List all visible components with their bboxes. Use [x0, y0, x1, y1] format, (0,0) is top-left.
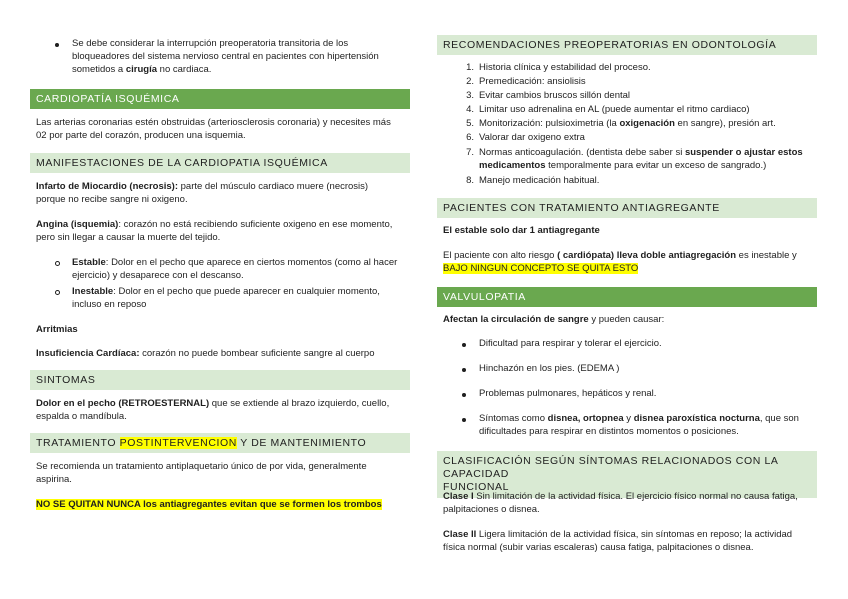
sintomas-header: SINTOMAS: [30, 370, 410, 390]
bullet-icon: [462, 343, 466, 347]
list-item: Normas anticoagulación. (dentista debe saber si suspender o ajustar estos medicamentos temporalmente para evitar un exceso de sangrado.): [479, 147, 803, 171]
list-item: Manejo medicación habitual.: [479, 175, 600, 186]
list-number: 8.: [466, 175, 474, 186]
sub-bullet-icon: [55, 261, 60, 266]
inestable-item: Inestable: Dolor en el pecho que puede aparecer en cualquier momento, incluso en reposo: [72, 286, 380, 310]
clase-1-text: Clase I Sin limitación de la actividad física. El ejercicio físico normal no causa fatiga, palpitaciones o disnea.: [443, 491, 798, 515]
list-item: Monitorización: pulsioximetria (la oxigenación en sangre), presión art.: [479, 118, 776, 129]
list-item: Premedicación: ansiolisis: [479, 76, 586, 87]
list-number: 1.: [466, 62, 474, 73]
bullet-icon: [462, 368, 466, 372]
infarto-text: Infarto de Miocardio (necrosis): parte del músculo cardiaco muere (necrosis) porque no recibe sangre ni oxigeno.: [36, 181, 369, 205]
valvulopatia-item: Dificultad para respirar y tolerar el ejercicio.: [479, 338, 662, 349]
angina-text: Angina (isquemia): corazón no está recibiendo suficiente oxigeno en ese momento, pero sin llegar a causar la muerte del tejido.: [36, 219, 393, 243]
list-item: Historia clínica y estabilidad del proceso.: [479, 62, 651, 73]
list-number: 7.: [466, 147, 474, 158]
antiagregante-text: El paciente con alto riesgo ( cardiópata) lleva doble antiagregación es inestable y BAJO NINGUN CONCEPTO SE QUITA ESTO: [443, 250, 797, 274]
list-number: 3.: [466, 90, 474, 101]
arritmias-text: Arritmias: [36, 324, 78, 335]
valvulopatia-item: Hinchazón en los pies. (EDEMA ): [479, 363, 620, 374]
recomendaciones-header: RECOMENDACIONES PREOPERATORIAS EN ODONTOLOGÍA: [437, 35, 817, 55]
list-item: Valorar dar oxigeno extra: [479, 132, 585, 143]
list-number: 5.: [466, 118, 474, 129]
tratamiento-text: Se recomienda un tratamiento antiplaquetario único de por vida, generalmente aspirina.: [36, 461, 367, 485]
bullet-icon: [462, 393, 466, 397]
list-item: Limitar uso adrenalina en AL (puede aumentar el ritmo cardiaco): [479, 104, 750, 115]
bullet-icon: [55, 43, 59, 47]
cardiopatia-header: CARDIOPATÍA ISQUÉMICA: [30, 89, 410, 109]
antiagregante-subtitle: El estable solo dar 1 antiagregante: [443, 225, 600, 236]
valvulopatia-item: Problemas pulmonares, hepáticos y renal.: [479, 388, 657, 399]
sub-bullet-icon: [55, 290, 60, 295]
tratamiento-warning: NO SE QUITAN NUNCA los antiagregantes evitan que se formen los trombos: [36, 499, 382, 510]
insuficiencia-text: Insuficiencia Cardíaca: corazón no puede bombear suficiente sangre al cuerpo: [36, 348, 375, 359]
tratamiento-header: TRATAMIENTO POSTINTERVENCION Y DE MANTENIMIENTO: [30, 433, 410, 453]
intro-bullet: Se debe considerar la interrupción preoperatoria transitoria de los bloqueadores del sistema nervioso central en pacientes con hipertensión sometidos a cirugía no cardiaca.: [72, 38, 379, 75]
cardiopatia-text: Las arterias coronarias estén obstruidas (arteriosclerosis coronaria) y necesites más 02 por parte del corazón, producen una isquemia.: [36, 117, 391, 141]
valvulopatia-item: Síntomas como disnea, ortopnea y disnea paroxística nocturna, que son dificultades para respirar en distintos momentos o posiciones.: [479, 413, 799, 437]
manifestaciones-header: MANIFESTACIONES DE LA CARDIOPATIA ISQUÉMICA: [30, 153, 410, 173]
list-number: 6.: [466, 132, 474, 143]
antiagregante-header: PACIENTES CON TRATAMIENTO ANTIAGREGANTE: [437, 198, 817, 218]
valvulopatia-intro: Afectan la circulación de sangre y pueden causar:: [443, 314, 665, 325]
clasificacion-header: CLASIFICACIÓN SEGÚN SÍNTOMAS RELACIONADOS CON LA CAPACIDAD FUNCIONAL: [437, 451, 817, 498]
list-item: Evitar cambios bruscos sillón dental: [479, 90, 631, 101]
list-number: 4.: [466, 104, 474, 115]
clase-2-text: Clase II Ligera limitación de la actividad física, sin síntomas en reposo; la actividad física normal (subir varias escaleras) causa fatiga, palpitaciones o disnea.: [443, 529, 793, 553]
estable-item: Estable: Dolor en el pecho que aparece en ciertos momentos (como al hacer ejercicio) y desaparece con el descanso.: [72, 257, 398, 281]
list-number: 2.: [466, 76, 474, 87]
sintomas-text: Dolor en el pecho (RETROESTERNAL) que se extiende al brazo izquierdo, cuello, espalda o mandíbula.: [36, 398, 390, 422]
valvulopatia-header: VALVULOPATIA: [437, 287, 817, 307]
bullet-icon: [462, 418, 466, 422]
